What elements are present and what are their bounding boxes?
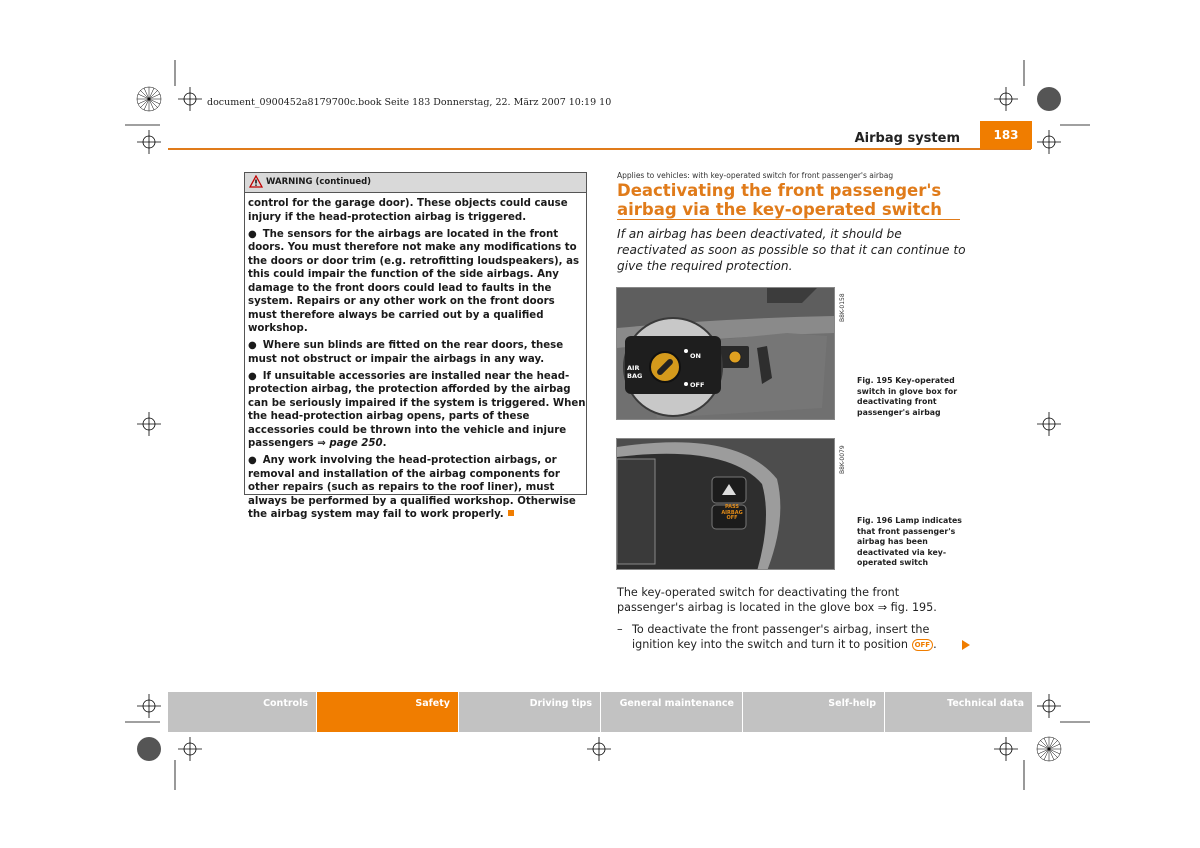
- applies-to-note: Applies to vehicles: with key-operated switch for front passenger's airbag: [617, 171, 894, 180]
- footer-tab-controls[interactable]: Controls: [168, 692, 316, 732]
- figure-196-caption: Fig. 196 Lamp indicates that front passenger's airbag has been deactivated via key-operated switch: [857, 516, 962, 567]
- footer-tab-driving-tips[interactable]: Driving tips: [459, 692, 600, 732]
- figure-195-code: B8K-0158: [839, 293, 846, 322]
- warning-triangle-icon: [249, 175, 263, 188]
- warning-heading: WARNING (continued): [266, 177, 372, 187]
- fig195-label-on: ON: [690, 352, 701, 360]
- footer-tab-self-help[interactable]: Self-help: [743, 692, 884, 732]
- off-position-badge: OFF: [912, 639, 934, 651]
- warning-text: [248, 197, 586, 525]
- figure-195-image: [616, 287, 835, 420]
- section-title: Deactivating the front passenger's airbag via the key-operated switch: [617, 181, 942, 219]
- passenger-airbag-off-lamp: PASS AIRBAG OFF: [721, 504, 743, 521]
- warning-bullet: ● The sensors for the airbags are located in the front doors. You must therefore not make any modifications to the doors or door trim (e.g. retrofitting loudspeakers), as this could impair the function of the side airbags. Any damage to the front doors could lead to faults in the system. Repairs or any other work on the front doors must therefore always be carried out by a qualified workshop.: [248, 228, 580, 334]
- body-paragraph: The key-operated switch for deactivating the front passenger's airbag is located in the glove box ⇒ fig. 195.: [617, 586, 937, 614]
- print-production-line: document_0900452a8179700c.book Seite 183 Donnerstag, 22. März 2007 10:19 10: [207, 97, 612, 108]
- section-intro: If an airbag has been deactivated, it should be reactivated as soon as possible so that it can continue to give the required protection.: [617, 227, 966, 273]
- fig195-label-bag: BAG: [627, 372, 643, 380]
- instruction-step: – To deactivate the front passenger's airbag, insert the ignition key into the switch and turn it to position OFF .: [617, 623, 937, 651]
- figure-196-code: B8K-0079: [839, 445, 846, 474]
- section-title-rule: [617, 219, 960, 220]
- figure-195-caption: Fig. 195 Key-operated switch in glove box for deactivating front passenger's airbag: [857, 376, 958, 417]
- fig195-label-air: AIR: [627, 364, 640, 372]
- warning-bullet: ● Where sun blinds are fitted on the rear doors, these must not obstruct or impair the airbags in any way.: [248, 340, 564, 365]
- continue-arrow-icon: [962, 640, 970, 650]
- warning-bullet: ● If unsuitable accessories are installed near the head-protection airbag, the protection afforded by the airbag can be seriously impaired if the system is triggered. When the head-protection airbag opens, parts of these accessories could be thrown into the vehicle and injure passengers ⇒ page 250.: [248, 370, 586, 449]
- warning-paragraph: control for the garage door). These objects could cause injury if the head-protection airbag is triggered.: [248, 198, 568, 223]
- header-section-title: Airbag system: [854, 131, 960, 146]
- page-ref-arrow: ⇒: [317, 438, 326, 449]
- fig195-label-off: OFF: [690, 381, 705, 389]
- footer-tab-technical-data[interactable]: Technical data: [885, 692, 1032, 732]
- end-of-section-marker: [508, 510, 514, 516]
- footer-tab-general-maintenance[interactable]: General maintenance: [601, 692, 742, 732]
- warning-bullet: ● Any work involving the head-protection airbags, or removal and installation of the airbag components for other repairs (such as repairs to the roof liner), must always be performed by a qualified workshop. Otherwise the airbag system may fail to work properly.: [248, 455, 576, 520]
- page-number: 183: [980, 121, 1032, 149]
- header-rule: [168, 148, 1031, 150]
- page-reference-link[interactable]: page 250: [329, 438, 383, 449]
- footer-tab-safety[interactable]: Safety: [317, 692, 458, 732]
